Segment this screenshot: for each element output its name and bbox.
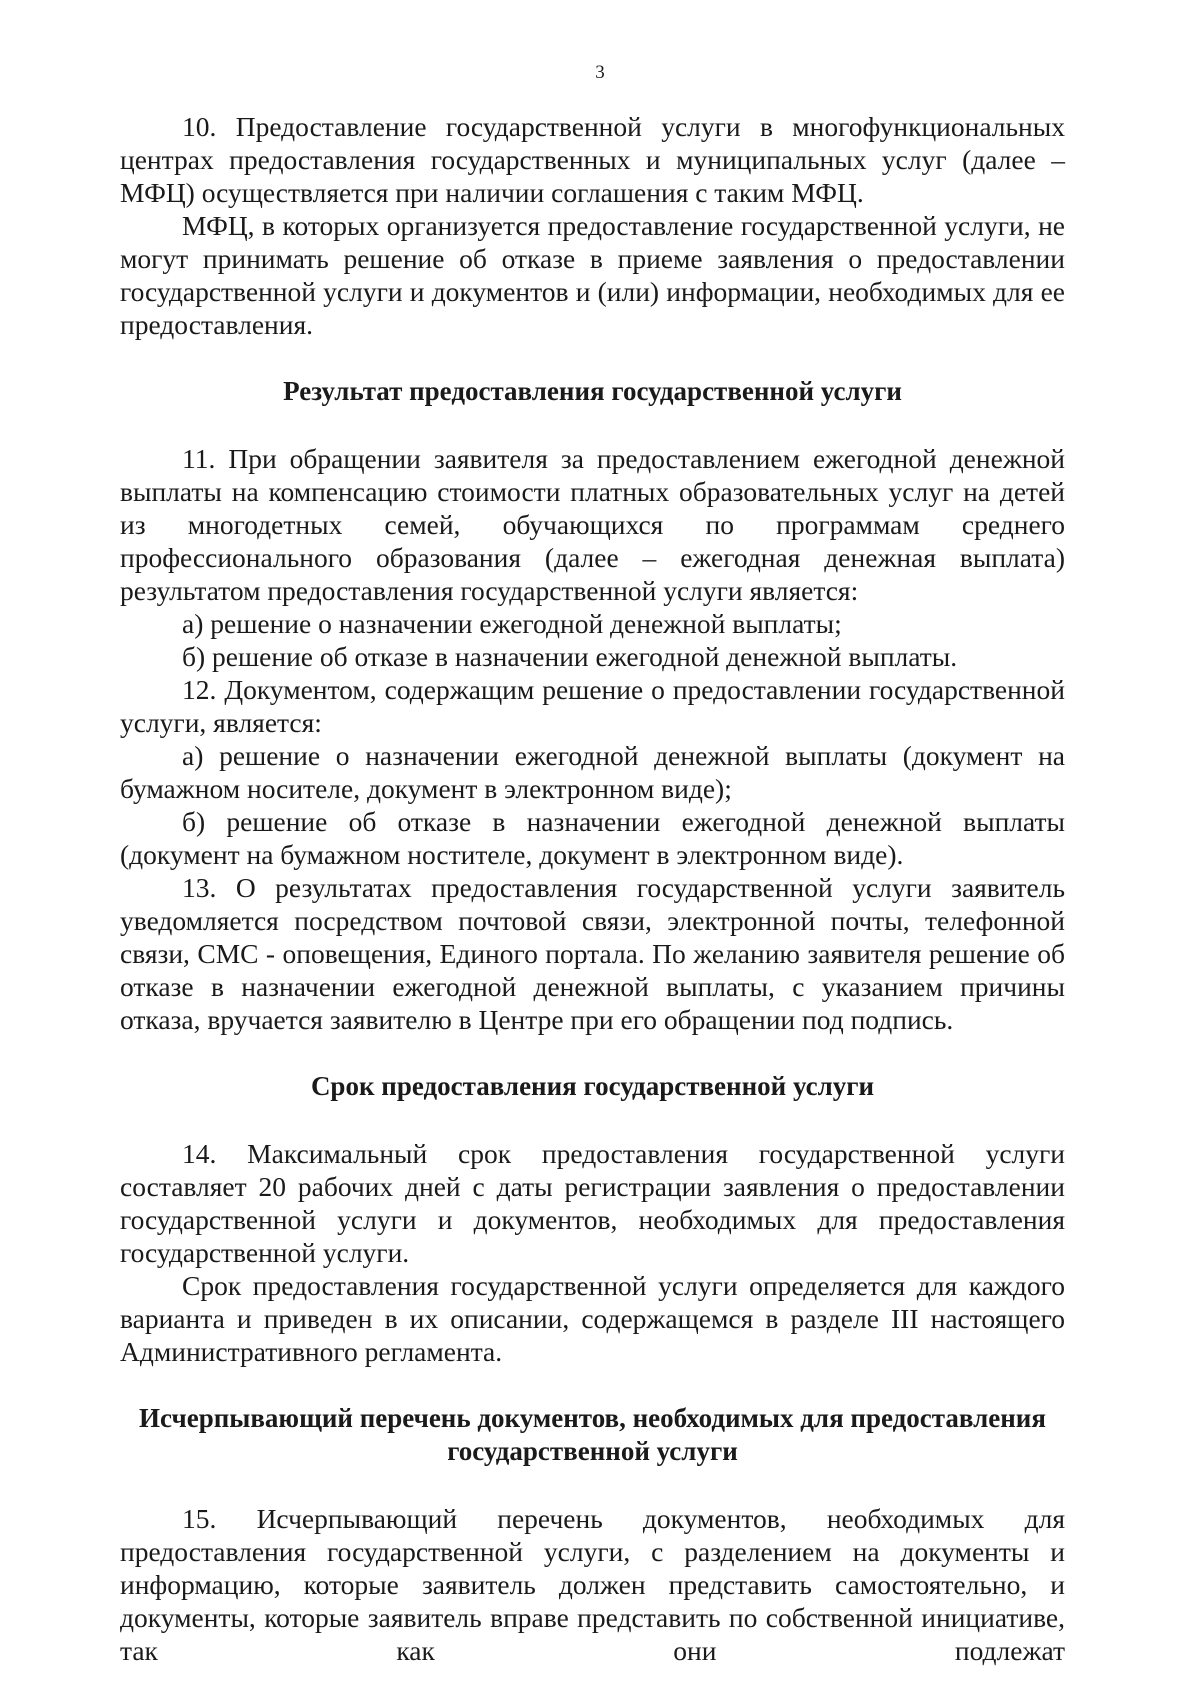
paragraph-12-a: а) решение о назначении ежегодной денежной выплаты (документ на бумажном носителе, документ в электронном виде); xyxy=(120,740,1065,804)
paragraph-14: 14. Максимальный срок предоставления государственной услуги составляет 20 рабочих дней с даты регистрации заявления о предоставлении государственной услуги и документов, необходимых для предоставления государственной услуги. xyxy=(120,1138,1065,1268)
heading-documents: Исчерпывающий перечень документов, необходимых для предоставления государственной услуги xyxy=(139,1403,1046,1466)
paragraph-11-b: б) решение об отказе в назначении ежегодной денежной выплаты. xyxy=(182,641,958,672)
paragraph-14-term: Срок предоставления государственной услуги определяется для каждого варианта и приведен в их описании, содержащемся в разделе III настоящего Административного регламента. xyxy=(120,1270,1065,1367)
paragraph-12-b: б) решение об отказе в назначении ежегодной денежной выплаты (документ на бумажном ностителе, документ в электронном виде). xyxy=(120,806,1065,870)
paragraph-10-mfc: МФЦ, в которых организуется предоставление государственной услуги, не могут принимать решение об отказе в приеме заявления о предоставлении государственной услуги и документов и (или) информации, необходимых для ее предоставления. xyxy=(120,210,1065,340)
heading-term: Срок предоставления государственной услуги xyxy=(310,1071,875,1101)
page-number: 3 xyxy=(595,62,605,83)
paragraph-12: 12. Документом, содержащим решение о предоставлении государственной услуги, является: xyxy=(120,674,1065,738)
paragraph-10: 10. Предоставление государственной услуги в многофункциональных центрах предоставления государственных и муниципальных услуг (далее – МФЦ) осуществляется при наличии соглашения с таким МФЦ. xyxy=(120,111,1065,208)
paragraph-11: 11. При обращении заявителя за предоставлением ежегодной денежной выплаты на компенсацию стоимости платных образовательных услуг на детей из многодетных семей, обучающихся по программам среднего профессионального образования (далее – ежегодная денежная выплата) результатом предоставления государственной услуги является: xyxy=(120,443,1065,606)
paragraph-15: 15. Исчерпывающий перечень документов, необходимых для предоставления государственной услуги, с разделением на документы и информацию, которые заявитель должен представить самостоятельно, и документы, которые заявитель вправе представить по собственной инициативе, так как они подлежат xyxy=(120,1503,1065,1666)
document-body xyxy=(120,110,1065,1667)
paragraph-13: 13. О результатах предоставления государственной услуги заявитель уведомляется посредством почтовой связи, электронной почты, телефонной связи, СМС - оповещения, Единого портала. По желанию заявителя решение об отказе в назначении ежегодной денежной выплаты, с указанием причины отказа, вручается заявителю в Центре при его обращении под подпись. xyxy=(120,872,1065,1035)
heading-result: Результат предоставления государственной услуги xyxy=(283,376,902,406)
paragraph-11-a: а) решение о назначении ежегодной денежной выплаты; xyxy=(182,608,842,639)
